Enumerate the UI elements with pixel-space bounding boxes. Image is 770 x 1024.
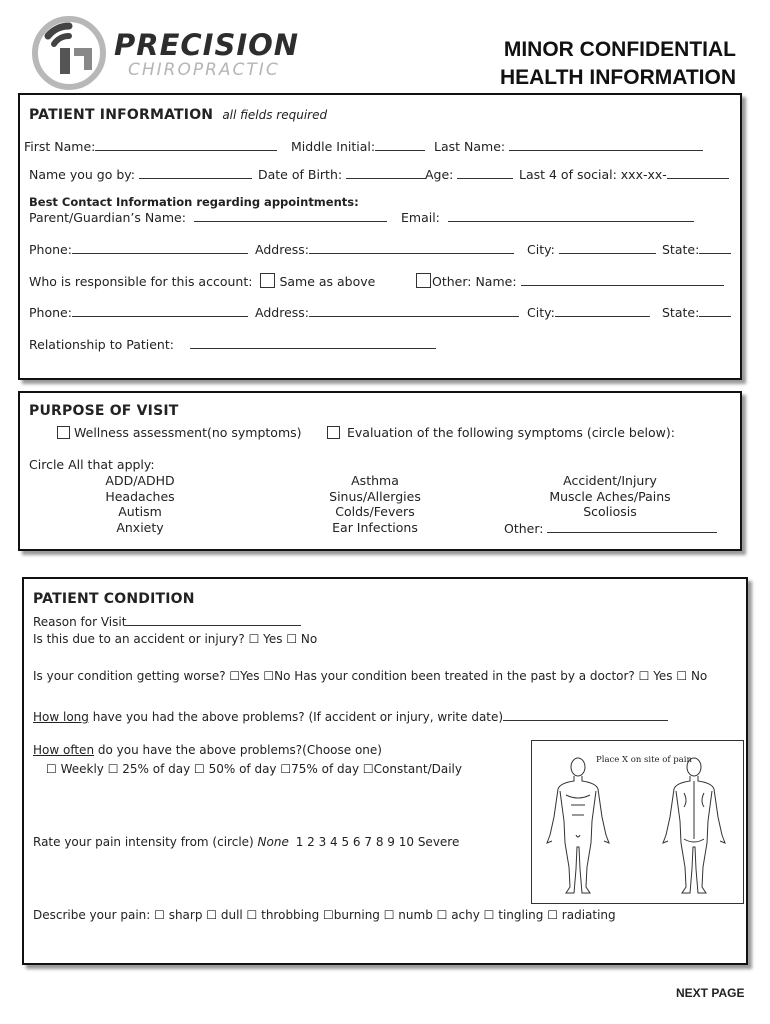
patient-condition-section: [22, 577, 748, 965]
required-note: all fields required: [222, 108, 328, 122]
patient-information-title: PATIENT INFORMATION: [29, 107, 214, 123]
name-go-by-field[interactable]: [139, 166, 252, 179]
city2-label: City:: [527, 305, 555, 320]
how-long-field[interactable]: [503, 708, 668, 721]
guardian-name-field[interactable]: [194, 209, 387, 222]
symptom-option[interactable]: Scoliosis: [583, 504, 637, 520]
best-contact-heading: Best Contact Information regarding appointments:: [29, 195, 359, 209]
logo: [30, 14, 330, 94]
symptom-option[interactable]: Headaches: [105, 488, 175, 504]
address2-label: Address:: [255, 305, 309, 320]
state2-label: State:: [662, 305, 700, 320]
frequency-options[interactable]: ☐ Weekly ☐ 25% of day ☐ 50% of day ☐75% of day ☐Constant/Daily: [46, 762, 462, 776]
evaluation-checkbox[interactable]: [327, 426, 340, 439]
symptom-option[interactable]: Muscle Aches/Pains: [549, 488, 671, 504]
same-as-above-label: Same as above: [279, 274, 376, 289]
relationship-label: Relationship to Patient:: [29, 337, 174, 352]
how-long-text: have you had the above problems? (If accident or injury, write date): [88, 710, 504, 724]
same-as-above-checkbox[interactable]: [260, 273, 275, 288]
relationship-field[interactable]: [190, 336, 436, 349]
guardian-name-label: Parent/Guardian’s Name:: [29, 210, 186, 225]
phone-field[interactable]: [72, 241, 248, 254]
middle-initial-field[interactable]: [375, 138, 425, 151]
purpose-of-visit-section: [18, 391, 742, 551]
last-name-field[interactable]: [509, 138, 703, 151]
symptoms-column-1: [80, 473, 200, 536]
reason-field[interactable]: [126, 613, 301, 626]
brand-subtitle: CHIROPRACTIC: [128, 60, 280, 80]
symptom-option[interactable]: Ear Infections: [332, 520, 418, 536]
body-front-icon: [538, 755, 618, 895]
place-x-instruction: Place X on site of pain: [596, 755, 692, 765]
address-field[interactable]: [309, 241, 514, 254]
purpose-title: PURPOSE OF VISIT: [29, 403, 179, 419]
other-name-checkbox[interactable]: [416, 273, 431, 288]
first-name-field[interactable]: [95, 138, 277, 151]
dob-label: Date of Birth:: [258, 167, 343, 182]
next-page-label[interactable]: NEXT PAGE: [676, 986, 745, 1000]
worse-question[interactable]: Is your condition getting worse? ☐Yes ☐No Has your condition been treated in the past by a doctor? ☐ Yes ☐ No: [33, 669, 708, 683]
phone2-field[interactable]: [72, 304, 248, 317]
last-name-label: Last Name:: [434, 139, 506, 154]
middle-initial-label: Middle Initial:: [291, 139, 376, 154]
other-name-field[interactable]: [521, 273, 724, 286]
phone-label: Phone:: [29, 242, 72, 257]
brand-name: PRECISION: [114, 28, 300, 62]
how-often-text: do you have the above problems?(Choose one): [94, 743, 382, 757]
symptom-option[interactable]: Sinus/Allergies: [329, 488, 421, 504]
body-diagram[interactable]: [531, 740, 744, 904]
other-name-label: Other: Name:: [432, 274, 517, 289]
circle-all-label: Circle All that apply:: [29, 457, 155, 472]
how-long-label: How long: [33, 710, 89, 724]
accident-question[interactable]: Is this due to an accident or injury? ☐ Yes ☐ No: [33, 632, 318, 646]
symptoms-column-3: [530, 473, 690, 520]
pain-scale[interactable]: 1 2 3 4 5 6 7 8 9 10 Severe: [295, 835, 460, 849]
wellness-label: Wellness assessment(no symptoms): [74, 425, 302, 440]
rate-pain-label: Rate your pain intensity from (circle): [33, 835, 254, 849]
symptom-option[interactable]: Colds/Fevers: [335, 504, 415, 520]
symptom-option[interactable]: Asthma: [351, 473, 399, 488]
state2-field[interactable]: [699, 304, 731, 317]
other-symptom-label: Other:: [504, 521, 544, 536]
address2-field[interactable]: [309, 304, 519, 317]
reason-label: Reason for Visit: [33, 615, 127, 629]
first-name-label: First Name:: [24, 139, 96, 154]
page-title-line2: HEALTH INFORMATION: [499, 66, 736, 89]
age-field[interactable]: [457, 166, 513, 179]
how-often-label: How often: [33, 743, 95, 757]
email-field[interactable]: [448, 209, 694, 222]
evaluation-label: Evaluation of the following symptoms (circle below):: [347, 425, 675, 440]
page-title-line1: MINOR CONFIDENTIAL: [503, 38, 736, 61]
symptom-option[interactable]: ADD/ADHD: [105, 473, 175, 488]
ssn-label: Last 4 of social: xxx-xx-: [519, 167, 667, 182]
name-go-by-label: Name you go by:: [29, 167, 135, 182]
symptoms-column-2: [310, 473, 440, 536]
rate-none-label: None: [257, 835, 289, 849]
logo-mark-icon: [30, 14, 108, 92]
ssn-field[interactable]: [667, 166, 729, 179]
state-field[interactable]: [699, 241, 731, 254]
email-label: Email:: [401, 210, 440, 225]
address-label: Address:: [255, 242, 309, 257]
symptom-option[interactable]: Accident/Injury: [563, 473, 657, 488]
city2-field[interactable]: [555, 304, 650, 317]
city-label: City:: [527, 242, 555, 257]
city-field[interactable]: [559, 241, 656, 254]
dob-field[interactable]: [346, 166, 426, 179]
responsible-label: Who is responsible for this account:: [29, 274, 253, 289]
phone2-label: Phone:: [29, 305, 72, 320]
age-label: Age:: [425, 167, 454, 182]
state-label: State:: [662, 242, 700, 257]
symptom-option[interactable]: Autism: [118, 504, 162, 520]
wellness-checkbox[interactable]: [57, 426, 70, 439]
other-symptom-field[interactable]: [547, 520, 717, 533]
condition-title: PATIENT CONDITION: [33, 591, 195, 607]
symptom-option[interactable]: Anxiety: [116, 520, 164, 536]
body-back-icon: [654, 755, 734, 895]
describe-pain-options[interactable]: Describe your pain: ☐ sharp ☐ dull ☐ throbbing ☐burning ☐ numb ☐ achy ☐ tingling ☐ radiating: [33, 908, 616, 922]
patient-information-section: [18, 93, 742, 380]
